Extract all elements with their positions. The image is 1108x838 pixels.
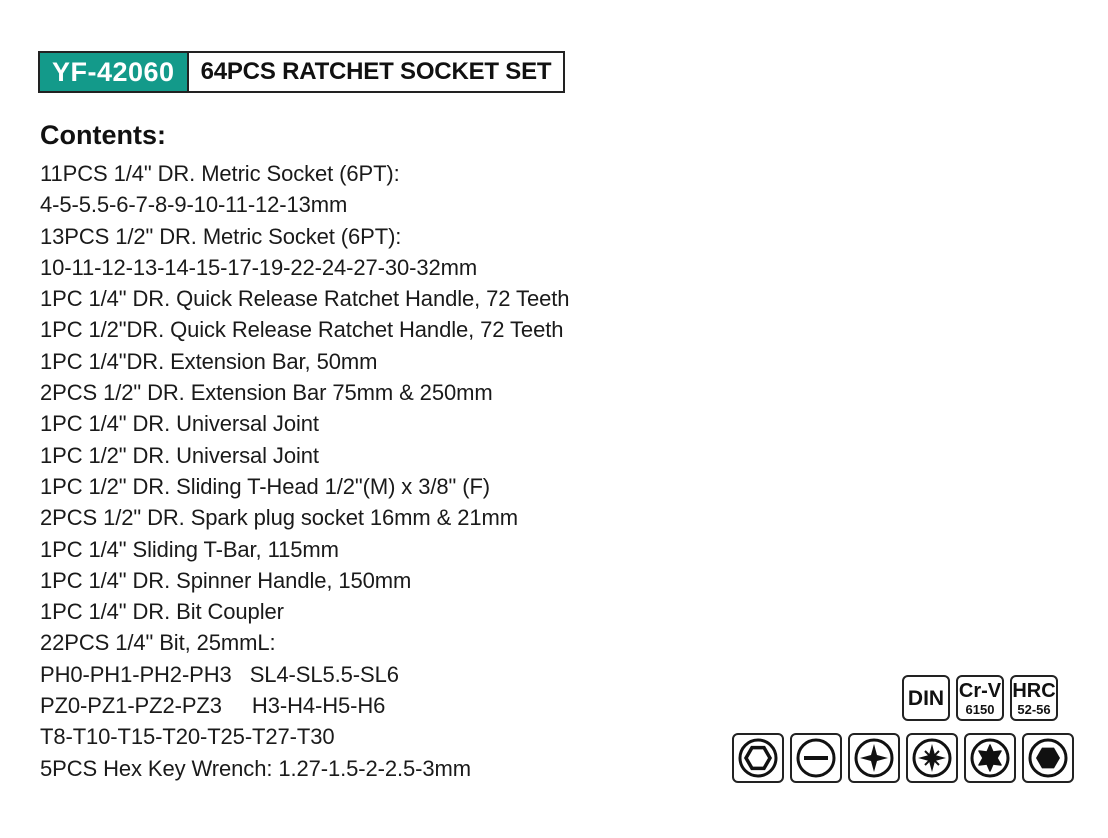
product-header	[38, 51, 565, 93]
list-item: 2PCS 1/2" DR. Spark plug socket 16mm & 21mm	[40, 505, 518, 531]
list-item: 1PC 1/4" DR. Spinner Handle, 150mm	[40, 567, 412, 593]
list-item: 11PCS 1/4" DR. Metric Socket (6PT):	[40, 161, 400, 186]
phillips-icon	[848, 733, 900, 783]
list-item: 2PCS 1/2" DR. Extension Bar 75mm & 250mm	[40, 380, 493, 406]
hrc-label: HRC	[1012, 679, 1056, 702]
hex-socket-icon	[732, 733, 784, 783]
list-item: 1PC 1/2" DR. Sliding T-Head 1/2"(M) x 3/8" (F)	[40, 473, 491, 499]
crv-badge	[956, 675, 1004, 721]
list-item: 1PC 1/4" DR. Universal Joint	[40, 411, 319, 437]
list-item: 1PC 1/2" DR. Universal Joint	[40, 442, 319, 468]
hex-key-icon	[1022, 733, 1074, 783]
list-item: 4-5-5.5-6-7-8-9-10-11-12-13mm	[40, 192, 348, 218]
din-label: DIN	[907, 686, 945, 710]
din-badge	[902, 675, 950, 721]
list-item: PZ0-PZ1-PZ2-PZ3 H3-H4-H5-H6	[40, 693, 386, 719]
pozidriv-icon	[906, 733, 958, 783]
product-title: 64PCS RATCHET SOCKET SET	[189, 53, 564, 91]
list-item: 1PC 1/4" Sliding T-Bar, 115mm	[40, 536, 339, 562]
contents-heading: Contents:	[40, 120, 166, 150]
list-item: 22PCS 1/4" Bit, 25mmL:	[40, 630, 276, 656]
model-number: YF-42060	[40, 53, 189, 91]
list-item: T8-T10-T15-T20-T25-T27-T30	[40, 724, 335, 750]
list-item: PH0-PH1-PH2-PH3 SL4-SL5.5-SL6	[40, 661, 399, 687]
list-item: 13PCS 1/2" DR. Metric Socket (6PT):	[40, 223, 402, 249]
list-item: 1PC 1/2"DR. Quick Release Ratchet Handle, 72 Teeth	[40, 317, 564, 343]
torx-icon	[964, 733, 1016, 783]
list-item: 10-11-12-13-14-15-17-19-22-24-27-30-32mm	[40, 254, 478, 280]
spec-badges	[902, 675, 1058, 721]
contents-list	[40, 158, 569, 784]
crv-grade: 6150	[965, 701, 995, 717]
hrc-range: 52-56	[1017, 701, 1051, 717]
list-item: 1PC 1/4" DR. Quick Release Ratchet Handle, 72 Teeth	[40, 286, 570, 312]
crv-label: Cr-V	[958, 679, 1002, 702]
list-item: 1PC 1/4"DR. Extension Bar, 50mm	[40, 348, 378, 374]
hrc-badge	[1010, 675, 1058, 721]
list-item: 1PC 1/4" DR. Bit Coupler	[40, 599, 284, 625]
list-item: 5PCS Hex Key Wrench: 1.27-1.5-2-2.5-3mm	[40, 755, 471, 781]
bit-type-icons	[732, 733, 1074, 783]
slotted-icon	[790, 733, 842, 783]
